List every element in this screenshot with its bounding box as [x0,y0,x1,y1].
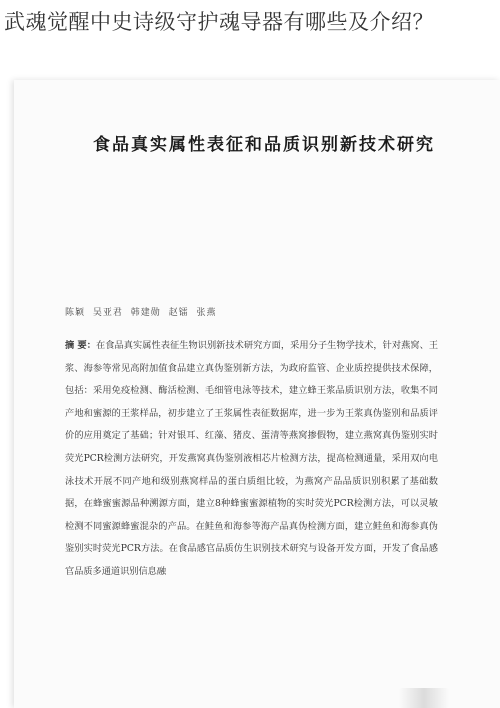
scan-smudge [399,688,449,708]
abstract-text: 在食品真实属性表征生物识别新技术研究方面，采用分子生物学技术，针对燕窝、王浆、海参等常见高附加值食品建立真伪鉴别新方法，为政府监管、企业质控提供技术保障，包括：采用免疫检测、酶活检测、毛细管电泳等技术，建立蜂王浆品质识别方法，收集不同产地和蜜源的王浆样品，初步建立了王浆属性表征数据库，进一步为王浆真伪鉴别和品质评价的应用奠定了基础；针对银耳、红藻、猪皮、蛋清等燕窝掺假物，建立燕窝真伪鉴别实时荧光PCR检测方法研究，开发燕窝真伪鉴别液相芯片检测方法，提高检测通量，采用双向电泳技术开展不同产地和级别燕窝样品的蛋白质组比较，为燕窝产品品质识别积累了基础数据，在蜂蜜蜜源品种溯源方面，建立8种蜂蜜蜜源植物的实时荧光PCR检测方法，可以灵敏检测不同蜜源蜂蜜混杂的产品。在鲑鱼和海参等海产品真伪检测方面，建立鲑鱼和海参真伪鉴别实时荧光PCR方法。在食品感官品质仿生识别技术研究与设备开发方面，开发了食品感官品质多通道识别信息融 [65,340,439,577]
abstract-label: 摘 要： [65,340,96,351]
article-headline: 武魂觉醒中史诗级守护魂导器有哪些及介绍？ [4,10,434,34]
document-page-image [14,80,500,708]
document-title: 食品真实属性表征和品质识别新技术研究 [93,135,435,155]
document-abstract [65,335,438,584]
document-authors: 陈颖 吴亚君 韩建勋 赵镭 张燕 [65,308,217,318]
